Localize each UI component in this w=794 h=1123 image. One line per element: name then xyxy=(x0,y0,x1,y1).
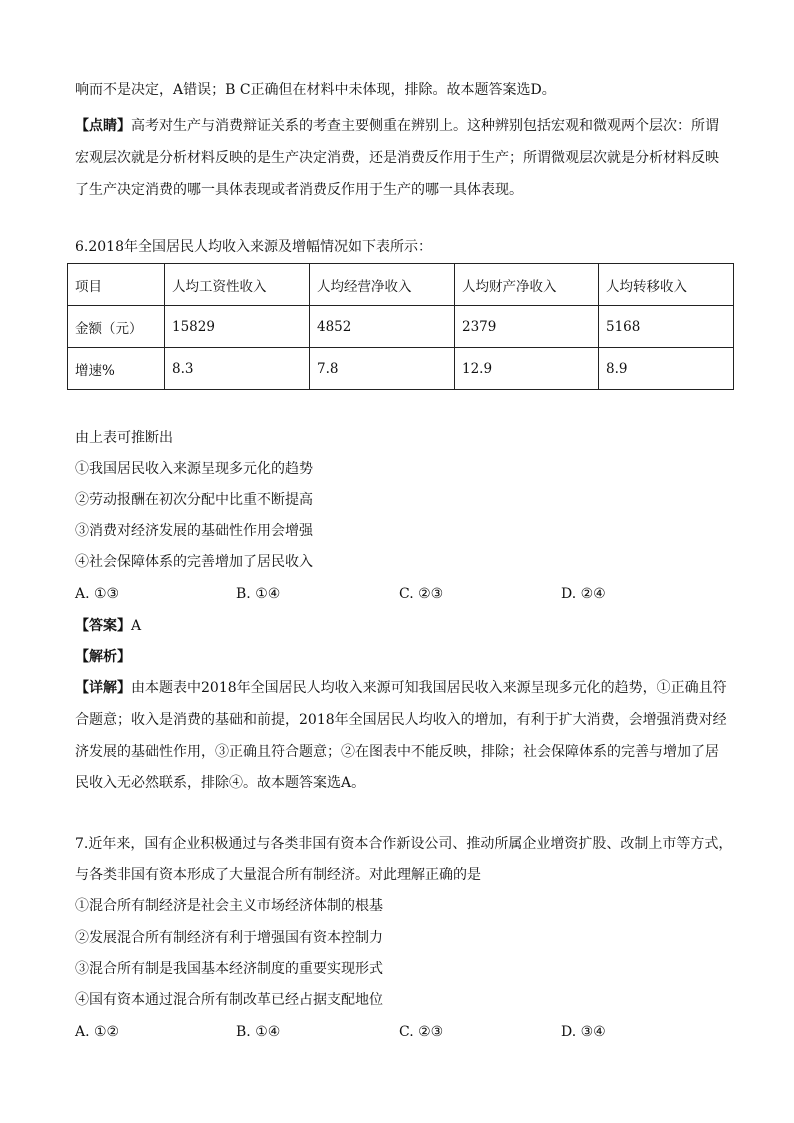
detail-label: 【详解】 xyxy=(75,680,131,696)
table-cell: 增速% xyxy=(68,348,165,390)
q7-option-b: B. ①④ xyxy=(236,1024,281,1040)
table-cell: 7.8 xyxy=(310,348,455,390)
q6-option-d: D. ②④ xyxy=(561,586,606,602)
q6-statement-1: ①我国居民收入来源呈现多元化的趋势 xyxy=(75,461,313,477)
detail-line-4: 民收入无必然联系，排除④。故本题答案选A。 xyxy=(75,775,366,791)
table-cell: 5168 xyxy=(599,306,734,348)
q6-stem: 6.2018年全国居民人均收入来源及增幅情况如下表所示： xyxy=(75,239,432,255)
q7-stem-line-1: 7.近年来，国有企业积极通过与各类非国有资本合作新设公司、推动所属企业增资扩股、改制上市等方式， xyxy=(75,836,733,852)
income-table xyxy=(67,263,734,390)
table-row xyxy=(68,306,734,348)
answer-value: A xyxy=(131,618,142,634)
table-cell: 8.3 xyxy=(165,348,310,390)
q6-option-c: C. ②③ xyxy=(399,586,444,602)
detail-line-3: 济发展的基础性作用，③正确且符合题意；②在图表中不能反映，排除；社会保障体系的完善与增加了居 xyxy=(75,744,719,760)
prev-answer-line: 响而不是决定，A错误；B C正确但在材料中未体现，排除。故本题答案选D。 xyxy=(75,82,556,98)
q6-answer xyxy=(75,616,141,636)
q7-statement-1: ①混合所有制经济是社会主义市场经济体制的根基 xyxy=(75,898,383,914)
tip-label: 【点睛】 xyxy=(75,118,131,134)
q6-option-b: B. ①④ xyxy=(236,586,281,602)
table-cell: 4852 xyxy=(310,306,455,348)
table-header-cell: 人均经营净收入 xyxy=(310,264,455,306)
q6-statement-2: ②劳动报酬在初次分配中比重不断提高 xyxy=(75,492,313,508)
q7-statement-2: ②发展混合所有制经济有利于增强国有资本控制力 xyxy=(75,930,383,946)
q7-option-d: D. ③④ xyxy=(561,1024,606,1040)
q7-option-c: C. ②③ xyxy=(399,1024,444,1040)
table-cell: 12.9 xyxy=(455,348,599,390)
q7-options xyxy=(75,1022,635,1042)
q7-option-a: A. ①② xyxy=(75,1024,120,1040)
table-cell: 15829 xyxy=(165,306,310,348)
table-cell: 2379 xyxy=(455,306,599,348)
table-header-cell: 人均工资性收入 xyxy=(165,264,310,306)
detail-line-1 xyxy=(75,678,727,698)
analysis-label: 【解析】 xyxy=(75,649,131,665)
detail-text-1: 由本题表中2018年全国居民人均收入来源可知我国居民收入来源呈现多元化的趋势，①正确且符 xyxy=(131,680,727,696)
q7-stem-line-2: 与各类非国有资本形成了大量混合所有制经济。对此理解正确的是 xyxy=(75,867,481,883)
tip-text-1: 高考对生产与消费辩证关系的考查主要侧重在辨别上。这种辨别包括宏观和微观两个层次：所谓 xyxy=(131,118,719,134)
table-cell: 8.9 xyxy=(599,348,734,390)
q6-prompt: 由上表可推断出 xyxy=(75,430,173,446)
answer-label: 【答案】 xyxy=(75,618,131,634)
q6-statement-4: ④社会保障体系的完善增加了居民收入 xyxy=(75,554,313,570)
tip-paragraph-line-2: 宏观层次就是分析材料反映的是生产决定消费，还是消费反作用于生产；所谓微观层次就是分析材料反映 xyxy=(75,150,719,166)
q6-option-a: A. ①③ xyxy=(75,586,120,602)
detail-line-2: 合题意；收入是消费的基础和前提，2018年全国居民人均收入的增加，有利于扩大消费，会增强消费对经 xyxy=(75,712,727,728)
table-header-cell: 人均转移收入 xyxy=(599,264,734,306)
tip-paragraph-line-1 xyxy=(75,116,719,136)
table-header-cell: 项目 xyxy=(68,264,165,306)
table-cell: 金额（元） xyxy=(68,306,165,348)
q6-options xyxy=(75,584,635,604)
q7-statement-4: ④国有资本通过混合所有制改革已经占据支配地位 xyxy=(75,992,383,1008)
tip-paragraph-line-3: 了生产决定消费的哪一具体表现或者消费反作用于生产的哪一具体表现。 xyxy=(75,182,523,198)
q6-statement-3: ③消费对经济发展的基础性作用会增强 xyxy=(75,523,313,539)
table-row xyxy=(68,348,734,390)
table-header-cell: 人均财产净收入 xyxy=(455,264,599,306)
table-header-row xyxy=(68,264,734,306)
q7-statement-3: ③混合所有制是我国基本经济制度的重要实现形式 xyxy=(75,961,383,977)
